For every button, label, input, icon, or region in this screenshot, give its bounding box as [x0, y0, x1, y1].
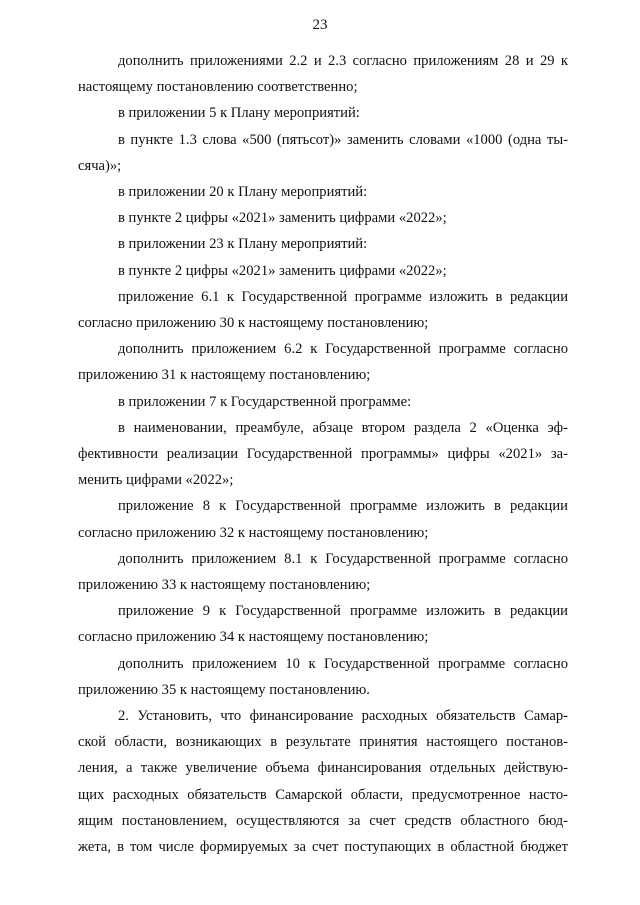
text-line: дополнить приложениями 2.2 и 2.3 согласно приложениям 28 и 29 к [118, 53, 568, 69]
text-line: в приложении 7 к Государственной программе: [118, 393, 412, 410]
text-line: сяча)»; [78, 157, 122, 174]
text-line: в пункте 2 цифры «2021» заменить цифрами «2022»; [118, 262, 447, 279]
paragraph [78, 389, 568, 415]
paragraph [78, 179, 568, 205]
paragraph [78, 231, 568, 257]
text-line: приложению 31 к настоящему постановлению; [78, 367, 371, 384]
text-line: приложение 8 к Государственной программе изложить в редакции [118, 498, 568, 515]
document-body [78, 48, 568, 860]
text-line: согласно приложению 34 к настоящему постановлению; [78, 629, 429, 646]
text-line: настоящему постановлению соответственно; [78, 79, 358, 96]
text-line: щих расходных обязательств Самарской области, предусмотренное насто- [78, 786, 568, 803]
text-line: менить цифрами «2022»; [78, 472, 234, 489]
text-line: в приложении 5 к Плану мероприятий: [118, 105, 360, 122]
text-line: дополнить приложением 10 к Государственной программе согласно [118, 655, 568, 672]
paragraph [78, 598, 568, 650]
paragraph [78, 100, 568, 126]
text-line: согласно приложению 32 к настоящему постановлению; [78, 524, 429, 541]
text-line: в пункте 2 цифры «2021» заменить цифрами «2022»; [118, 210, 447, 227]
text-line: 2. Установить, что финансирование расходных обязательств Самар- [118, 708, 568, 725]
paragraph [78, 336, 568, 388]
paragraph [78, 205, 568, 231]
text-line: фективности реализации Государственной программы» цифры «2021» за- [78, 446, 568, 463]
text-line: приложение 9 к Государственной программе изложить в редакции [118, 603, 568, 620]
text-line: ской области, возникающих в результате принятия настоящего постанов- [78, 734, 568, 751]
text-line: в наименовании, преамбуле, абзаце втором раздела 2 «Оценка эф- [118, 419, 568, 436]
text-line: дополнить приложением 6.2 к Государственной программе согласно [118, 341, 568, 358]
text-line: в приложении 23 к Плану мероприятий: [118, 236, 368, 253]
paragraph [78, 651, 568, 703]
text-line: приложению 35 к настоящему постановлению. [78, 681, 370, 698]
text-line: дополнить приложением 8.1 к Государственной программе согласно [118, 550, 568, 567]
paragraph [78, 48, 568, 100]
paragraph [78, 703, 568, 860]
paragraph [78, 258, 568, 284]
text-line: жета, в том числе формируемых за счет поступающих в областной бюджет [78, 839, 568, 856]
text-line: приложение 6.1 к Государственной программе изложить в редакции [118, 288, 568, 305]
text-line: согласно приложению 30 к настоящему постановлению; [78, 315, 429, 332]
text-line: приложению 33 к настоящему постановлению; [78, 577, 371, 594]
paragraph [78, 127, 568, 179]
text-line: в пункте 1.3 слова «500 (пятьсот)» заменить словами «1000 (одна ты- [118, 131, 568, 148]
text-line: ящим постановлением, осуществляются за счет средств областного бюд- [78, 812, 568, 829]
page-number: 23 [312, 17, 328, 33]
paragraph [78, 546, 568, 598]
paragraph [78, 284, 568, 336]
paragraph [78, 415, 568, 494]
text-line: в приложении 20 к Плану мероприятий: [118, 184, 368, 201]
text-line: ления, а также увеличение объема финансирования отдельных действую- [78, 760, 568, 777]
paragraph [78, 493, 568, 545]
